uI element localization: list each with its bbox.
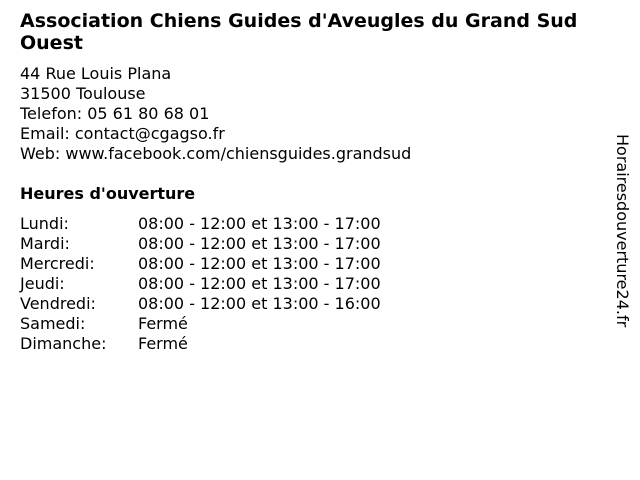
hours-row-saturday: [20, 314, 381, 334]
brand-watermark: Horairesdouverture24.fr: [613, 134, 632, 328]
address-street: 44 Rue Louis Plana: [20, 64, 172, 83]
day-hours: 08:00 - 12:00 et 13:00 - 16:00: [138, 294, 381, 313]
hours-row-thursday: [20, 274, 381, 294]
business-name: Association Chiens Guides d'Aveugles du Grand Sud Ouest: [20, 10, 578, 54]
day-hours: 08:00 - 12:00 et 13:00 - 17:00: [138, 234, 381, 253]
day-label: Samedi:: [20, 314, 86, 333]
day-label: Mercredi:: [20, 254, 95, 273]
email-address: Email: contact@cgagso.fr: [20, 124, 225, 143]
day-label: Vendredi:: [20, 294, 96, 313]
hours-row-monday: [20, 214, 381, 234]
day-hours: Fermé: [138, 314, 188, 333]
day-hours: Fermé: [138, 334, 188, 353]
hours-row-wednesday: [20, 254, 381, 274]
day-label: Dimanche:: [20, 334, 107, 353]
day-hours: 08:00 - 12:00 et 13:00 - 17:00: [138, 254, 381, 273]
day-label: Mardi:: [20, 234, 70, 253]
website-url: Web: www.facebook.com/chiensguides.grandsud: [20, 144, 412, 163]
hours-heading: Heures d'ouverture: [20, 184, 196, 203]
phone-number: Telefon: 05 61 80 68 01: [20, 104, 210, 123]
hours-table: [20, 214, 381, 354]
address-city: 31500 Toulouse: [20, 84, 146, 103]
day-label: Lundi:: [20, 214, 69, 233]
day-hours: 08:00 - 12:00 et 13:00 - 17:00: [138, 214, 381, 233]
hours-row-tuesday: [20, 234, 381, 254]
day-label: Jeudi:: [20, 274, 65, 293]
contact-info: [20, 64, 411, 164]
hours-row-friday: [20, 294, 381, 314]
hours-row-sunday: [20, 334, 381, 354]
day-hours: 08:00 - 12:00 et 13:00 - 17:00: [138, 274, 381, 293]
